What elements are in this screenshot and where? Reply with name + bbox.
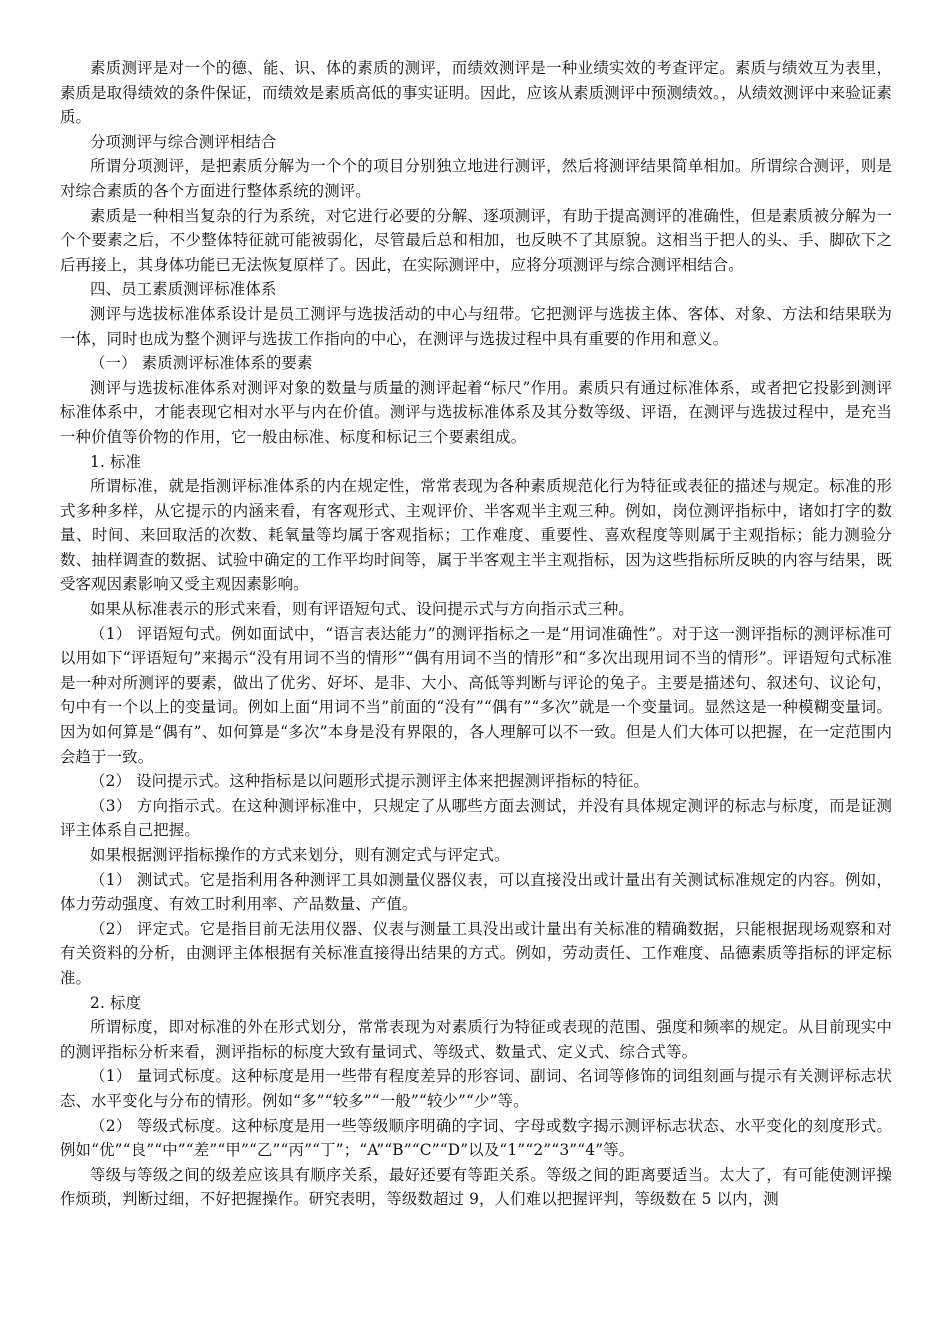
body-paragraph: 测评与选拔标准体系对测评对象的数量与质量的测评起着“标尺”作用。素质只有通过标准体系，或者把它投影到测评标准体系中，才能表现它相对水平与内在价值。测评与选拔标准体系及其分数等级、评语，在测评与选拔过程中，是充当一种价值等价物的作用，它一般由标准、标度和标记三个要素组成。 <box>60 378 892 446</box>
numbered-heading: 2. 标度 <box>90 993 142 1012</box>
body-paragraph: 如果根据测评指标操作的方式来划分，则有测定式与评定式。 <box>90 846 510 864</box>
numbered-heading: 1. 标准 <box>90 452 142 471</box>
body-paragraph: 所谓标准，就是指测评标准体系的内在规定性，常常表现为各种素质规范化行为特征或表征的描述与规定。标准的形式多种多样，从它提示的内涵来看，有客观形式、主观评价、半客观半主观三种。例如，岗位测评指标中，诸如打字的数量、时间、来回取活的次数、耗氧量等均属于客观指标；工作难度、重要性、喜欢程度等则属于主观指标；能力测验分数、抽样调查的数据、试验中确定的工作平均时间等，属于半客观主半主观指标，因为这些指标所反映的内容与结果，既受客观因素影响又受主观因素影响。 <box>60 477 892 594</box>
body-paragraph: 等级与等级之间的级差应该具有顺序关系，最好还要有等距关系。等级之间的距离要适当。太大了，有可能使测评操作烦琐，判断过细，不好把握操作。研究表明，等级数超过 9，人们难以把握评判，等级数在 5 以内，测 <box>60 1165 892 1209</box>
section-heading: 四、员工素质测评标准体系 <box>90 280 277 299</box>
body-paragraph: 测评与选拔标准体系设计是员工测评与选拔活动的中心与纽带。它把测评与选拔主体、客体、对象、方法和结果联为一体，同时也成为整个测评与选拔工作指向的中心，在测评与选拔过程中具有重要的作用和意义。 <box>60 304 892 348</box>
list-item: （1） 测试式。它是指利用各种测评工具如测量仪器仪表，可以直接没出或计量出有关测试标准规定的内容。例如，体力劳动强度、有效工时利用率、产品数量、产值。 <box>60 870 892 914</box>
list-item: （2） 等级式标度。这种标度是用一些等级顺序明确的字词、字母或数字揭示测评标志状态、水平变化的刻度形式。例如“优”“良”“中”“差”“甲”“乙”“丙”“丁”；“A”“B”“C”“D”以及“1”“2”“3”“4”等。 <box>60 1116 892 1160</box>
list-item: （3） 方向指示式。在这种测评标准中，只规定了从哪些方面去测试，并没有具体规定测评的标志与标度，而是证测评主体系自己把握。 <box>60 796 892 840</box>
document-page <box>60 56 892 1212</box>
list-item: （2） 评定式。它是指目前无法用仪器、仪表与测量工具没出或计量出有关标准的精确数据，只能根据现场观察和对有关资料的分析，由测评主体根据有关标准直接得出结果的方式。例如，劳动责任、工作难度、品德素质等指标的评定标准。 <box>60 919 892 987</box>
section-heading: 分项测评与综合测评相结合 <box>90 132 277 151</box>
list-item: （1） 量词式标度。这种标度是用一些带有程度差异的形容词、副词、名词等修饰的词组刻画与提示有关测评标志状态、水平变化与分布的情形。例如“多”“较多”“一般”“较少”“少”等。 <box>60 1067 892 1110</box>
body-paragraph: 所谓标度，即对标准的外在形式划分，常常表现为对素质行为特征或表现的范围、强度和频率的规定。从目前现实中的测评指标分析来看，测评指标的标度大致有量词式、等级式、数量式、定义式、综合式等。 <box>60 1018 892 1061</box>
list-item: （2） 设问提示式。这种指标是以问题形式提示测评主体来把握测评指标的特征。 <box>90 772 649 791</box>
body-paragraph: 素质测评是对一个的德、能、识、体的素质的测评，而绩效测评是一种业绩实效的考查评定。素质与绩效互为表里，素质是取得绩效的条件保证，而绩效是素质高低的事实证明。因此，应该从素质测评中预测绩效。，从绩效测评中来验证素质。 <box>60 59 892 127</box>
list-item: （1） 评语短句式。例如面试中，“语言表达能力”的测评指标之一是“用词准确性”。对于这一测评指标的测评标准可以用如下“评语短句”来揭示“没有用词不当的情形”“偶有用词不当的情形”和“多次出现用词不当的情形”。评语短句式标准是一种对所测评的要素，做出了优劣、好坏、是非、大小、高低等判断与评论的兔子。主要是描述句、叙述句、议论句，句中有一个以上的变量词。例如上面“用词不当”前面的“没有”“偶有”“多次”就是一个变量词。显然这是一种模糊变量词。因为如何算是“偶有”、如何算是“多次”本身是没有界限的，各人理解可以不一致。但是人们大体可以把握，在一定范围内会趋于一致。 <box>60 624 892 766</box>
body-paragraph: 素质是一种相当复杂的行为系统，对它进行必要的分解、逐项测评，有助于提高测评的准确性，但是素质被分解为一个个要素之后，不少整体特征就可能被弱化，尽管最后总和相加，也反映不了其原貌。这相当于把人的头、手、脚砍下之后再接上，其身体功能已无法恢复原样了。因此，在实际测评中，应将分项测评与综合测评相结合。 <box>60 206 892 274</box>
body-paragraph: 如果从标准表示的形式来看，则有评语短句式、设问提示式与方向指示式三种。 <box>90 600 634 619</box>
body-paragraph: 所谓分项测评，是把素质分解为一个个的项目分别独立地进行测评，然后将测评结果简单相加。所谓综合测评，则是对综合素质的各个方面进行整体系统的测评。 <box>60 157 892 200</box>
subsection-heading: （一） 素质测评标准体系的要素 <box>90 354 313 373</box>
